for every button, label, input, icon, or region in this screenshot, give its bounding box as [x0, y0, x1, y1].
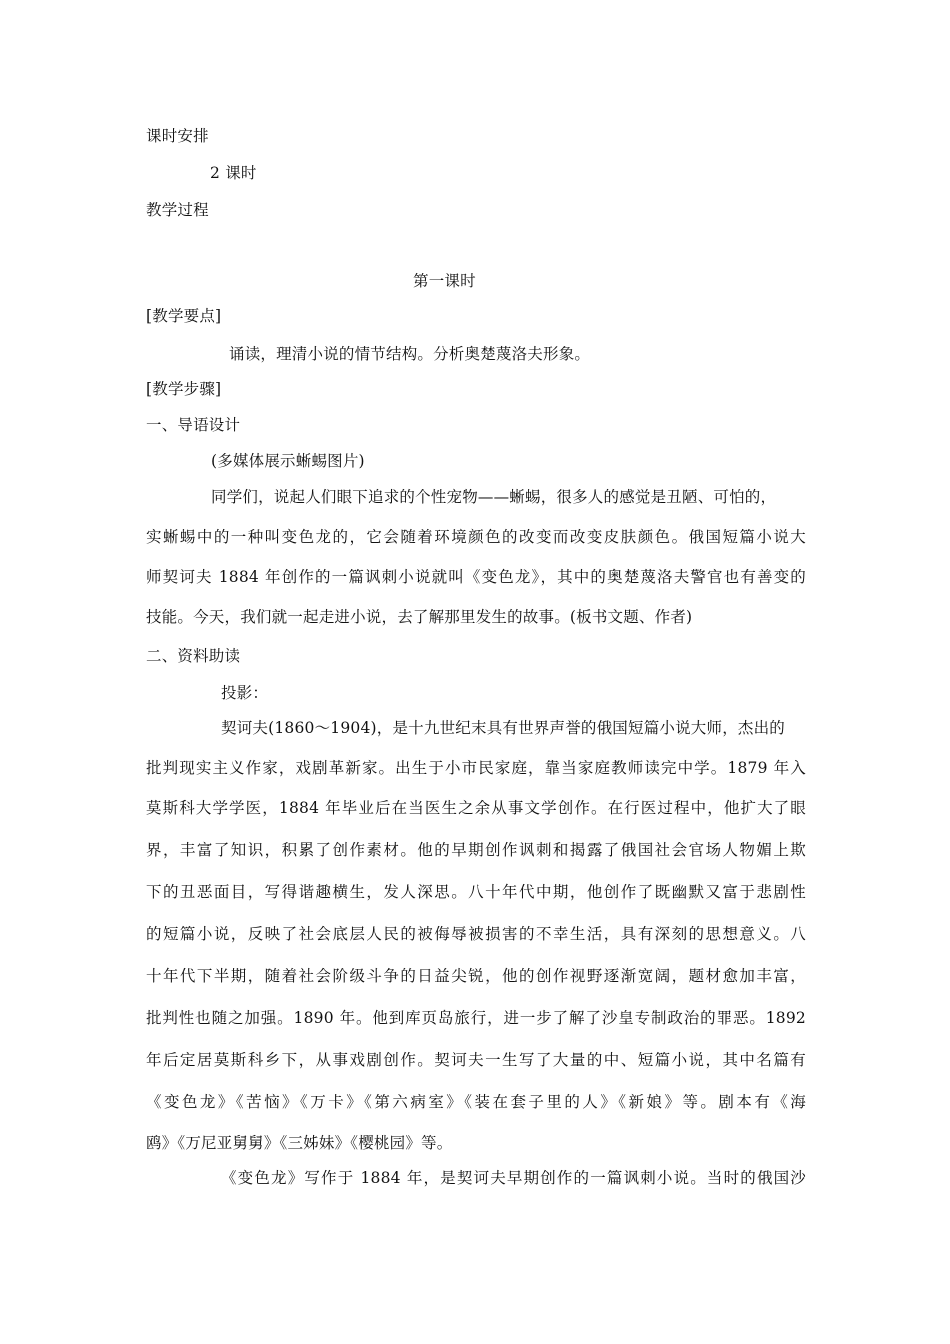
intro-paragraph-line: 实蜥蜴中的一种叫变色龙的，它会随着环境颜色的改变而改变皮肤颜色。俄国短篇小说大: [146, 528, 806, 546]
bio-paragraph-line: 下的丑恶面目，写得谐趣横生，发人深思。八十年代中期，他创作了既幽默又富于悲剧性: [146, 883, 806, 901]
steps-heading: [教学步骤]: [146, 380, 222, 398]
bio-paragraph-line: 的短篇小说，反映了社会底层人民的被侮辱被损害的不幸生活，具有深刻的思想意义。八: [146, 925, 806, 943]
bio-paragraph-line: 界，丰富了知识，积累了创作素材。他的早期创作讽刺和揭露了俄国社会官场人物媚上欺: [146, 841, 806, 859]
bio-paragraph-line: 批判性也随之加强。1890 年。他到库页岛旅行，进一步了解了沙皇专制政治的罪恶。1892: [146, 1009, 806, 1027]
schedule-value: 2 课时: [210, 164, 257, 182]
section-heading-materials: 二、资料助读: [146, 647, 241, 665]
lesson-title: 第一课时: [413, 272, 476, 290]
process-heading: 教学过程: [146, 201, 209, 219]
key-points-heading: [教学要点]: [146, 307, 222, 325]
bio-paragraph-line: 鸥》《万尼亚舅舅》《三姊妹》《樱桃园》等。: [146, 1134, 453, 1152]
schedule-heading: 课时安排: [146, 127, 209, 145]
bio-paragraph-line: 年后定居莫斯科乡下，从事戏剧创作。契诃夫一生写了大量的中、短篇小说，其中名篇有: [146, 1051, 806, 1069]
bio-paragraph-line: 莫斯科大学学医，1884 年毕业后在当医生之余从事文学创作。在行医过程中，他扩大了眼: [146, 799, 806, 817]
bio-paragraph-line: 契诃夫(1860～1904)，是十九世纪末具有世界声誉的俄国短篇小说大师，杰出的: [221, 719, 785, 737]
media-note: (多媒体展示蜥蜴图片): [211, 452, 365, 470]
intro-paragraph-line: 同学们，说起人们眼下追求的个性宠物——蜥蜴，很多人的感觉是丑陋、可怕的，: [211, 488, 777, 506]
intro-paragraph-line: 师契诃夫 1884 年创作的一篇讽刺小说就叫《变色龙》，其中的奥楚蔑洛夫警官也有善变的: [146, 568, 806, 586]
section-heading-intro: 一、导语设计: [146, 416, 241, 434]
bio-paragraph-line: 十年代下半期，随着社会阶级斗争的日益尖锐，他的创作视野逐渐宽阔，题材愈加丰富，: [146, 967, 806, 985]
background-paragraph-line: 《变色龙》写作于 1884 年，是契诃夫早期创作的一篇讽刺小说。当时的俄国沙: [221, 1169, 806, 1187]
projection-label: 投影：: [221, 684, 269, 702]
bio-paragraph-line: 《变色龙》《苦恼》《万卡》《第六病室》《装在套子里的人》《新娘》等。剧本有《海: [146, 1093, 806, 1111]
intro-paragraph-line: 技能。今天，我们就一起走进小说，去了解那里发生的故事。(板书文题、作者): [146, 608, 693, 626]
key-points-text: 诵读，理清小说的情节结构。分析奥楚蔑洛夫形象。: [229, 345, 591, 363]
bio-paragraph-line: 批判现实主义作家，戏剧革新家。出生于小市民家庭，靠当家庭教师读完中学。1879 年入: [146, 759, 806, 777]
